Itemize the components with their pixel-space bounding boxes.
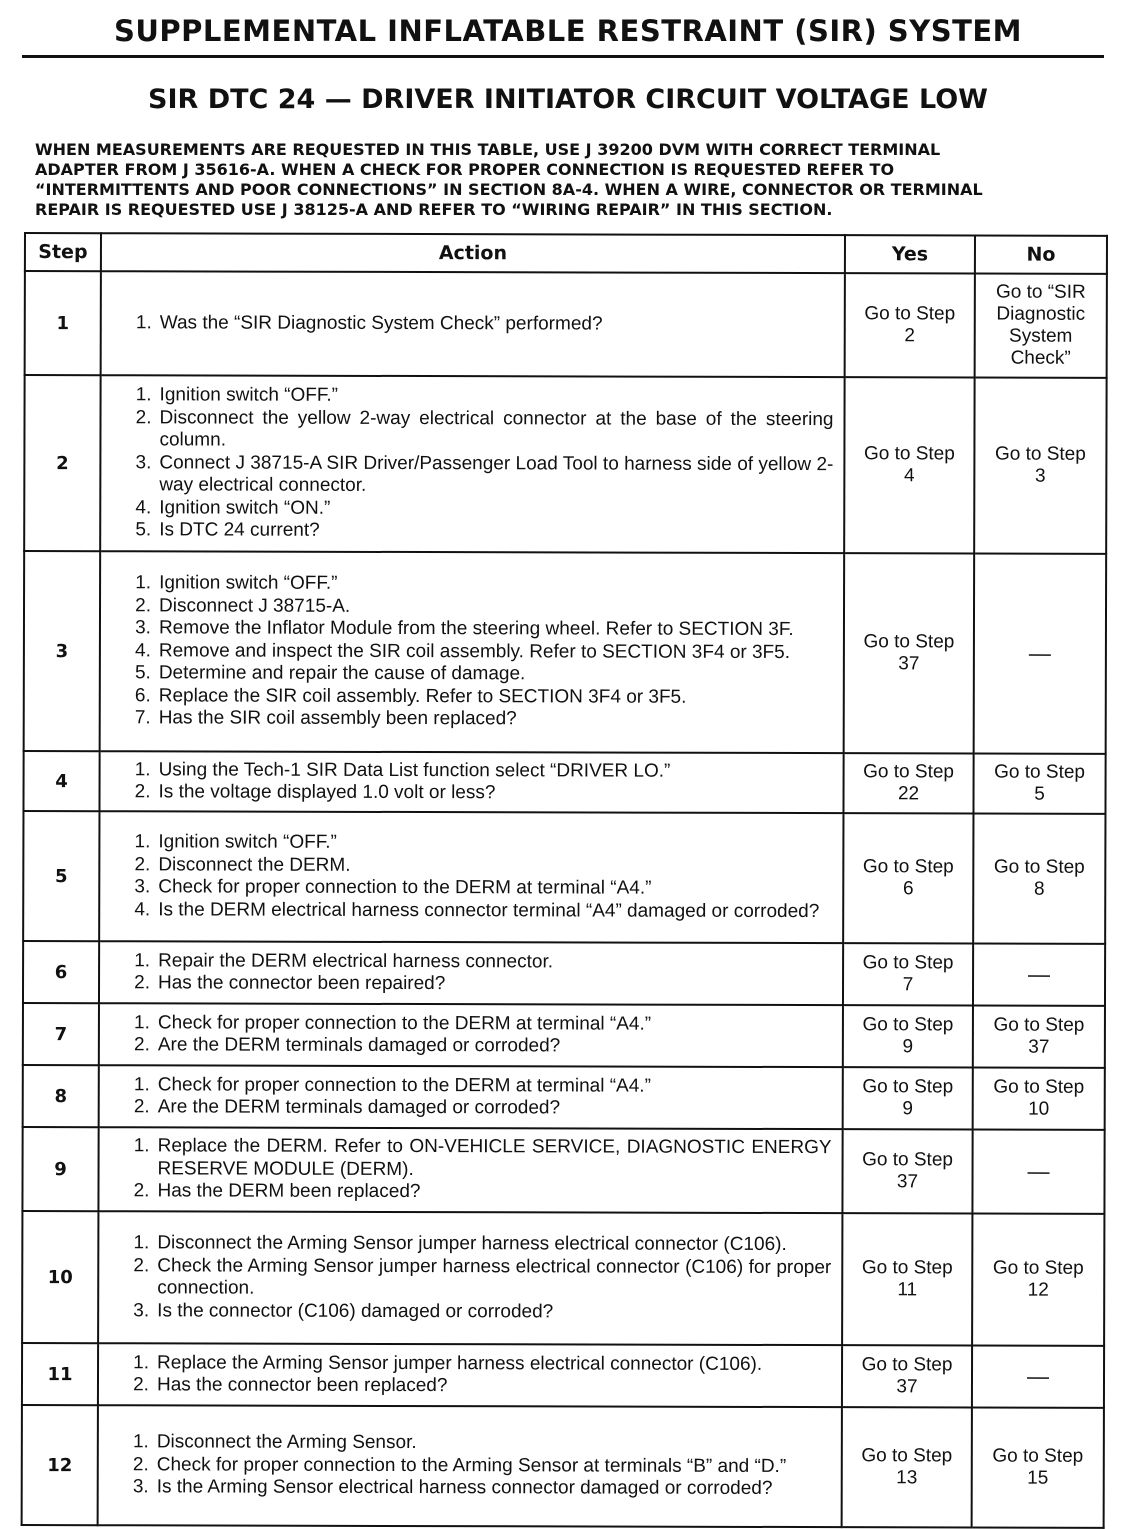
no-outcome-line: Go to Step	[992, 1257, 1084, 1279]
action-item	[129, 573, 833, 597]
yes-outcome	[843, 753, 973, 813]
action-item-text: Determine and repair the cause of damage.	[158, 662, 526, 685]
yes-outcome	[845, 273, 975, 377]
action-item-number: 6.	[134, 685, 151, 707]
no-outcome-line: 37	[1028, 1036, 1050, 1058]
yes-outcome-line: 6	[902, 878, 914, 900]
action-item	[128, 1096, 832, 1120]
action-item-text: Disconnect J 38715-A.	[158, 595, 351, 617]
step-number: 12	[22, 1405, 98, 1525]
yes-outcome-line: 37	[898, 653, 920, 675]
section-title: SIR DTC 24 — DRIVER INITIATOR CIRCUIT VOLTAGE LOW	[148, 84, 988, 115]
action-item-number: 2.	[133, 1254, 150, 1276]
action-item	[129, 618, 833, 642]
yes-outcome	[844, 553, 975, 753]
action-list	[130, 312, 834, 336]
yes-outcome-line: Go to Step	[864, 303, 956, 325]
action-item	[128, 972, 832, 996]
table-row	[23, 1003, 1105, 1068]
action-item-number: 2.	[135, 407, 152, 429]
action-list	[128, 1074, 832, 1121]
step-number: 11	[22, 1343, 98, 1405]
action-item-text: Ignition switch “OFF.”	[159, 384, 339, 407]
action-item	[128, 1012, 832, 1036]
no-outcome	[972, 1129, 1104, 1213]
action-item	[129, 497, 833, 521]
intro-line: ADAPTER FROM J 35616-A. WHEN A CHECK FOR PROPER CONNECTION IS REQUESTED REFER TO	[35, 160, 895, 179]
action-item-number: 4.	[134, 898, 151, 920]
table-row	[23, 811, 1105, 944]
no-outcome	[972, 1345, 1104, 1407]
action-item-number: 1.	[134, 831, 151, 853]
action-item	[129, 595, 833, 619]
step-number: 7	[23, 1003, 99, 1065]
action-item-number: 3.	[135, 452, 152, 474]
action-item-text: Ignition switch “OFF.”	[158, 831, 337, 853]
action-item-text: Connect J 38715-A SIR Driver/Passenger Load Tool to harness side of yellow 2-way electrical connector.	[159, 452, 834, 497]
no-outcome	[974, 377, 1106, 553]
action-item-text: Ignition switch “OFF.”	[159, 572, 338, 595]
yes-outcome-line: 7	[902, 974, 914, 996]
header-no: No	[975, 235, 1107, 273]
action-item-text: Replace the Arming Sensor jumper harness electrical connector (C106).	[157, 1351, 763, 1375]
yes-outcome-line: Go to Step	[862, 1149, 954, 1171]
yes-outcome-line: Go to Step	[863, 443, 955, 465]
action-item-text: Replace the DERM. Refer to ON-VEHICLE SERVICE, DIAGNOSTIC ENERGY RESERVE MODULE (DERM).	[157, 1135, 832, 1180]
intro-paragraph	[35, 140, 1095, 220]
action-item	[128, 876, 832, 900]
action-item-text: Is the voltage displayed 1.0 volt or less?	[158, 781, 496, 804]
action-item	[128, 1136, 832, 1183]
table-row	[22, 1405, 1104, 1528]
action-item	[127, 1255, 831, 1302]
no-outcome-line: 15	[1027, 1467, 1049, 1489]
action-cell	[100, 551, 845, 753]
action-list	[128, 831, 832, 923]
action-list	[127, 1352, 831, 1399]
action-item	[127, 1432, 831, 1456]
action-item	[130, 385, 834, 409]
action-item	[129, 759, 833, 783]
action-item-text: Are the DERM terminals damaged or corroded?	[157, 1034, 561, 1057]
no-outcome-line: Check”	[1010, 347, 1071, 369]
action-item	[129, 663, 833, 687]
action-item-text: Is the DERM electrical harness connector terminal “A4” damaged or corroded?	[158, 898, 820, 922]
table-row	[24, 551, 1107, 754]
action-item-text: Repair the DERM electrical harness connector.	[158, 949, 554, 972]
action-item	[129, 452, 833, 499]
yes-outcome	[843, 813, 973, 943]
table-row	[22, 1127, 1104, 1214]
action-list	[127, 1432, 831, 1501]
action-item	[129, 520, 833, 544]
no-outcome	[973, 943, 1105, 1005]
yes-outcome	[842, 1345, 972, 1407]
action-item-number: 1.	[135, 572, 152, 594]
no-outcome-line: Go to Step	[993, 1014, 1085, 1036]
action-item	[128, 1034, 832, 1058]
yes-outcome-line: Go to Step	[862, 952, 954, 974]
no-outcome-line: Go to Step	[994, 761, 1086, 783]
no-outcome	[975, 273, 1107, 377]
action-item-text: Using the Tech-1 SIR Data List function select “DRIVER LO.”	[158, 758, 671, 782]
page-title: SUPPLEMENTAL INFLATABLE RESTRAINT (SIR) SYSTEM	[113, 14, 1023, 48]
action-item-text: Was the “SIR Diagnostic System Check” performed?	[159, 312, 603, 335]
table-row	[23, 941, 1105, 1006]
action-item-text: Remove and inspect the SIR coil assembly. Refer to SECTION 3F4 or 3F5.	[158, 640, 791, 663]
action-item	[127, 1181, 831, 1205]
no-outcome-line: System	[1009, 325, 1073, 347]
no-outcome-line: Diagnostic	[996, 303, 1086, 325]
yes-outcome-line: 37	[896, 1376, 918, 1398]
header-yes: Yes	[845, 235, 975, 273]
table-row	[24, 375, 1106, 554]
action-cell	[100, 375, 844, 553]
yes-outcome-line: Go to Step	[861, 1257, 953, 1279]
action-item	[129, 640, 833, 664]
no-outcome-line: Go to Step	[993, 856, 1085, 878]
action-item-number: 3.	[135, 617, 151, 639]
table-row	[23, 751, 1105, 814]
yes-outcome-line: 2	[904, 325, 916, 347]
action-item-number: 1.	[135, 384, 152, 406]
action-item-text: Check for proper connection to the Arming Sensor at terminals “B” and “D.”	[156, 1454, 787, 1477]
action-item-number: 1.	[133, 1073, 150, 1095]
action-item	[127, 1300, 831, 1324]
action-cell	[98, 1127, 842, 1213]
no-outcome-line: Go to Step	[993, 1076, 1085, 1098]
action-item-number: 1.	[132, 1431, 149, 1453]
no-outcome-line: —	[1028, 640, 1051, 666]
action-item-number: 5.	[134, 662, 151, 684]
yes-outcome-line: 13	[896, 1467, 918, 1489]
header-step: Step	[25, 233, 101, 271]
step-number: 10	[22, 1211, 98, 1343]
action-list	[128, 1012, 832, 1059]
intro-line: WHEN MEASUREMENTS ARE REQUESTED IN THIS TABLE, USE J 39200 DVM WITH CORRECT TERMINAL	[35, 140, 941, 159]
action-item	[129, 407, 833, 454]
action-item-text: Disconnect the Arming Sensor jumper harness electrical connector (C106).	[157, 1232, 787, 1256]
action-item-number: 2.	[133, 1180, 150, 1202]
yes-outcome	[843, 1005, 973, 1067]
action-item-text: Check for proper connection to the DERM at terminal “A4.”	[157, 1011, 652, 1035]
action-item-number: 2.	[135, 595, 152, 617]
action-list	[127, 1136, 831, 1205]
action-item-number: 2.	[134, 853, 151, 875]
no-outcome-line: Go to “SIR	[995, 281, 1086, 303]
action-item-number: 2.	[133, 1096, 150, 1118]
no-outcome-line: 12	[1027, 1279, 1049, 1301]
step-number: 4	[23, 751, 99, 811]
action-item-number: 2.	[134, 972, 151, 994]
action-item-text: Has the SIR coil assembly been replaced?	[158, 707, 517, 730]
step-number: 1	[25, 271, 101, 375]
action-item	[127, 1352, 831, 1376]
no-outcome-line: 3	[1035, 465, 1046, 487]
action-item-number: 4.	[135, 497, 152, 519]
action-list	[129, 573, 833, 732]
action-item-number: 3.	[133, 1299, 150, 1321]
step-number: 3	[24, 551, 101, 751]
yes-outcome-line: 4	[904, 465, 915, 487]
action-item-text: Has the DERM been replaced?	[157, 1180, 421, 1203]
action-item-number: 2.	[133, 1034, 150, 1056]
intro-line: “INTERMITTENTS AND POOR CONNECTIONS” IN SECTION 8A-4. WHEN A WIRE, CONNECTOR OR TERMINAL	[35, 180, 983, 199]
yes-outcome-line: 9	[902, 1098, 914, 1120]
action-item-text: Remove the Inflator Module from the steering wheel. Refer to SECTION 3F.	[158, 617, 794, 641]
action-item	[128, 899, 832, 923]
action-cell	[98, 1405, 842, 1527]
action-item-text: Is the connector (C106) damaged or corroded?	[157, 1299, 554, 1322]
diagnostic-table	[21, 232, 1108, 1529]
title-rule	[22, 55, 1104, 58]
action-item-number: 7.	[134, 707, 151, 729]
action-item	[127, 1232, 831, 1256]
table-row	[25, 271, 1107, 378]
table-body	[22, 271, 1107, 1528]
action-item-number: 1.	[134, 758, 151, 780]
action-item-text: Replace the SIR coil assembly. Refer to SECTION 3F4 or 3F5.	[158, 685, 687, 708]
action-item-number: 4.	[135, 640, 151, 662]
action-item	[127, 1374, 831, 1398]
no-outcome	[973, 753, 1105, 813]
action-item-number: 1.	[134, 949, 151, 971]
action-cell	[101, 271, 845, 377]
yes-outcome-line: Go to Step	[863, 631, 955, 653]
step-number: 8	[23, 1065, 99, 1127]
action-item-text: Ignition switch “ON.”	[159, 497, 331, 519]
action-item-number: 2.	[134, 781, 151, 803]
action-item-number: 5.	[135, 519, 152, 541]
action-item-number: 2.	[133, 1374, 150, 1396]
no-outcome-line: 5	[1034, 783, 1045, 805]
yes-outcome-line: 9	[902, 1036, 914, 1058]
action-item-number: 3.	[132, 1476, 149, 1498]
table-row	[23, 1065, 1105, 1130]
yes-outcome-line: Go to Step	[861, 1354, 953, 1376]
action-item-number: 1.	[133, 1232, 150, 1254]
action-item-text: Check for proper connection to the DERM at terminal “A4.”	[158, 876, 652, 899]
action-item	[128, 831, 832, 855]
action-cell	[99, 811, 843, 943]
no-outcome-line: 8	[1033, 878, 1045, 900]
yes-outcome	[843, 943, 973, 1005]
action-item	[129, 685, 833, 709]
action-item-text: Disconnect the yellow 2-way electrical connector at the base of the steering column.	[159, 407, 834, 451]
no-outcome	[974, 553, 1107, 753]
table-row	[22, 1343, 1104, 1408]
no-outcome	[972, 1407, 1104, 1527]
action-item-number: 1.	[135, 312, 152, 334]
action-item	[129, 708, 833, 732]
action-item-text: Disconnect the Arming Sensor.	[156, 1431, 417, 1454]
action-item-text: Is the Arming Sensor electrical harness connector damaged or corroded?	[156, 1476, 773, 1500]
no-outcome-line: —	[1026, 1363, 1050, 1389]
yes-outcome-line: Go to Step	[862, 1014, 954, 1036]
step-number: 9	[22, 1127, 98, 1211]
action-cell	[98, 1211, 842, 1345]
action-item-text: Has the connector been replaced?	[156, 1374, 448, 1397]
yes-outcome	[844, 377, 974, 553]
action-item	[130, 312, 834, 336]
action-list	[129, 759, 833, 806]
no-outcome	[972, 1213, 1104, 1345]
action-list	[129, 385, 833, 544]
yes-outcome-line: Go to Step	[861, 1445, 953, 1467]
action-item-number: 1.	[133, 1135, 150, 1157]
action-item-text: Check the Arming Sensor jumper harness electrical connector (C106) for proper connection.	[157, 1254, 832, 1299]
header-action: Action	[101, 233, 845, 273]
intro-line: REPAIR IS REQUESTED USE J 38125-A AND REFER TO “WIRING REPAIR” IN THIS SECTION.	[35, 200, 833, 219]
action-cell	[98, 1343, 842, 1407]
yes-outcome	[842, 1213, 972, 1345]
yes-outcome	[843, 1067, 973, 1129]
action-cell	[99, 1003, 843, 1067]
table-row	[22, 1211, 1104, 1346]
action-item-text: Disconnect the DERM.	[158, 853, 351, 876]
yes-outcome-line: Go to Step	[862, 1076, 954, 1098]
action-item-number: 1.	[133, 1351, 150, 1373]
yes-outcome-line: 22	[897, 783, 920, 805]
yes-outcome	[842, 1407, 972, 1527]
no-outcome-line: —	[1027, 1158, 1050, 1184]
action-item	[127, 1477, 831, 1501]
no-outcome	[973, 1005, 1105, 1067]
action-item	[128, 1074, 832, 1098]
yes-outcome-line: 37	[896, 1171, 919, 1193]
no-outcome-line: 10	[1028, 1098, 1050, 1120]
action-item-number: 2.	[132, 1454, 149, 1476]
action-item-text: Are the DERM terminals damaged or corroded?	[157, 1096, 561, 1119]
action-cell	[99, 751, 843, 813]
action-item	[128, 854, 832, 878]
action-list	[127, 1232, 831, 1324]
action-item	[127, 1454, 831, 1478]
action-list	[128, 950, 832, 997]
action-item-text: Has the connector been repaired?	[158, 972, 446, 995]
action-cell	[99, 941, 843, 1005]
action-item-text: Is DTC 24 current?	[159, 519, 320, 542]
yes-outcome-line: Go to Step	[863, 761, 955, 783]
table-header-row	[25, 233, 1107, 274]
no-outcome	[973, 1067, 1105, 1129]
action-item-number: 3.	[134, 876, 151, 898]
step-number: 5	[23, 811, 99, 941]
no-outcome-line: Go to Step	[992, 1445, 1084, 1467]
step-number: 6	[23, 941, 99, 1003]
action-item	[128, 950, 832, 974]
step-number: 2	[24, 375, 100, 551]
action-item	[129, 781, 833, 805]
action-cell	[99, 1065, 843, 1129]
yes-outcome	[842, 1129, 972, 1213]
no-outcome-line: Go to Step	[994, 443, 1086, 465]
no-outcome	[973, 813, 1105, 943]
no-outcome-line: —	[1028, 961, 1051, 987]
yes-outcome-line: 11	[897, 1279, 918, 1301]
action-item-text: Check for proper connection to the DERM at terminal “A4.”	[157, 1073, 651, 1097]
action-item-number: 1.	[134, 1011, 150, 1033]
yes-outcome-line: Go to Step	[862, 856, 954, 878]
